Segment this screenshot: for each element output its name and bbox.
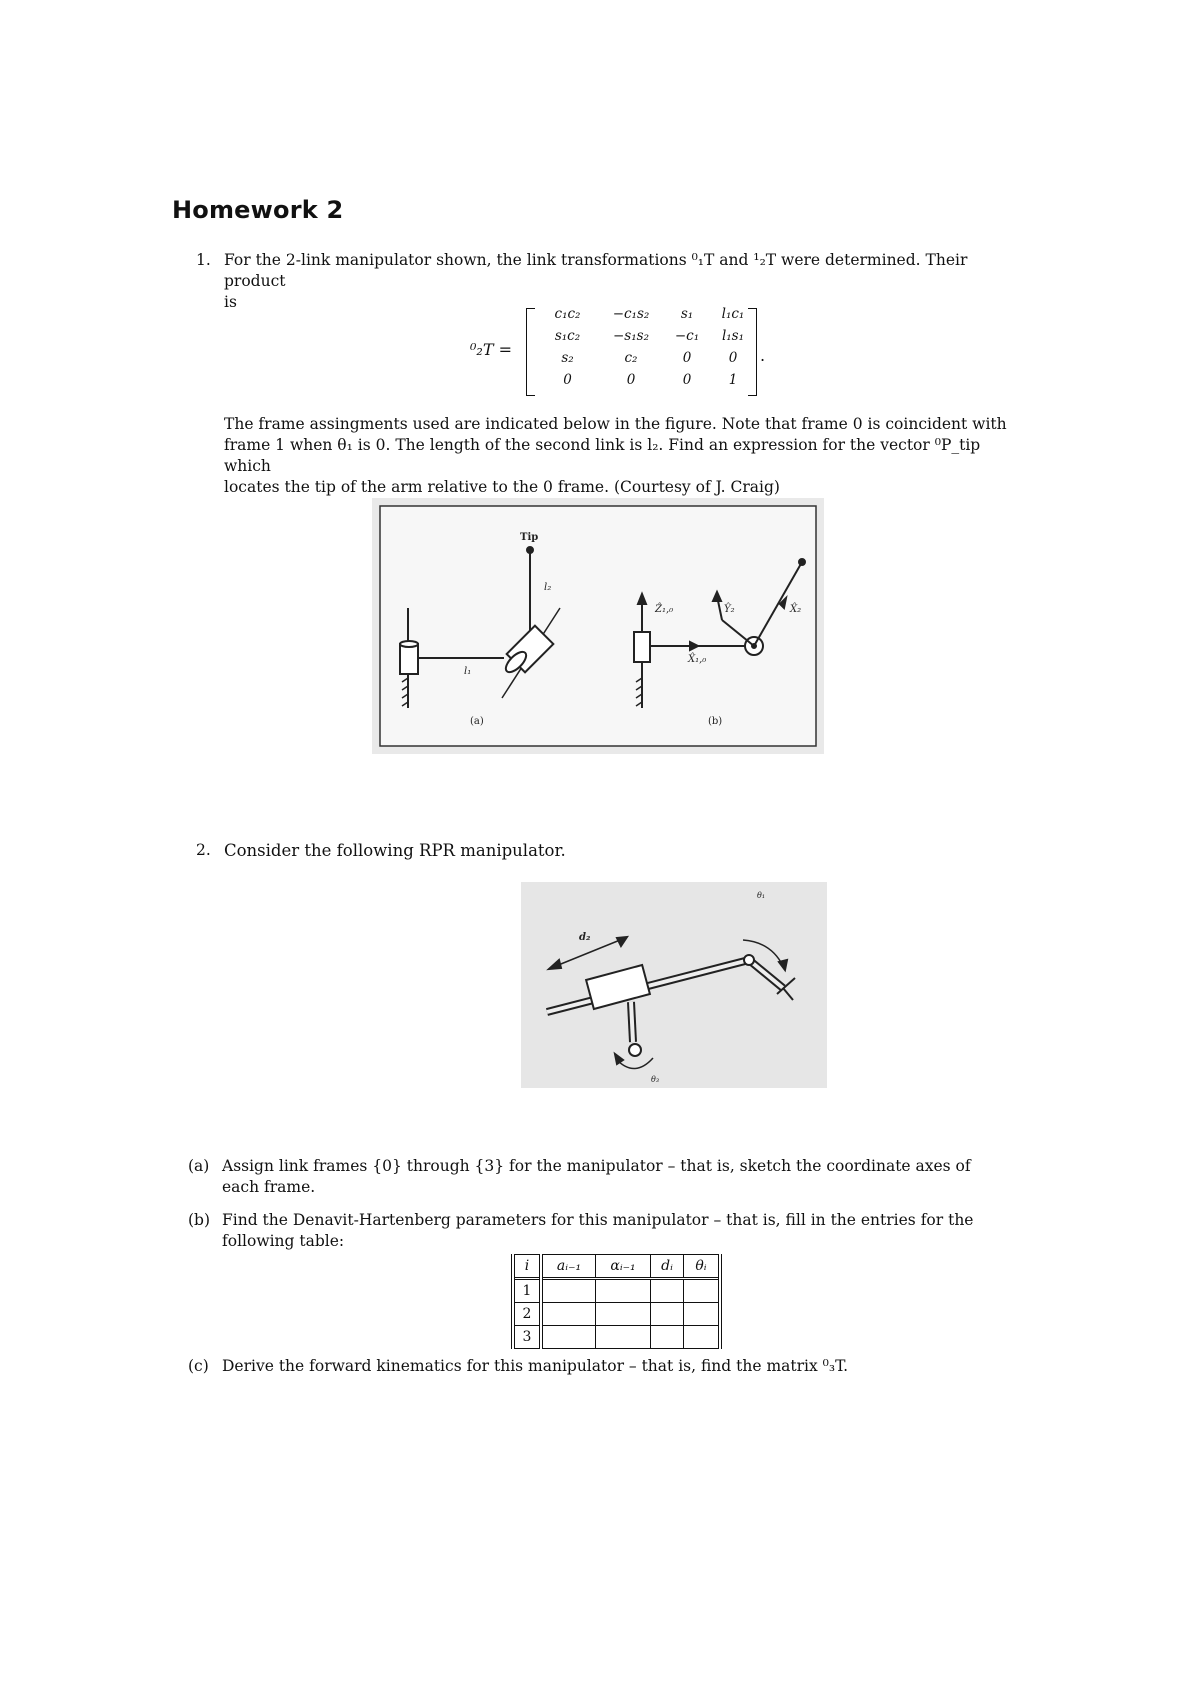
- x2-label: X̂₂: [790, 604, 802, 615]
- row-index: 3: [513, 1326, 541, 1349]
- table-row: [513, 1303, 720, 1326]
- row-index: 1: [513, 1279, 541, 1303]
- table-cell[interactable]: [541, 1326, 596, 1349]
- header-alpha: αᵢ₋₁: [596, 1255, 651, 1279]
- part-a-line-1: Assign link frames {0} through {3} for the manipulator – that is, sketch the coordinate axes of: [222, 1157, 971, 1175]
- l2-label: l₂: [544, 582, 552, 593]
- figure-frame: [380, 506, 816, 746]
- matrix-left-bracket: [526, 308, 535, 396]
- matrix-cell: −s₁s₂: [613, 328, 649, 344]
- dh-parameter-table: [511, 1254, 722, 1349]
- matrix-right-bracket: [748, 308, 757, 396]
- matrix-cell: 0: [728, 350, 738, 366]
- part-a-label: (a): [188, 1157, 210, 1175]
- matrix-cell: 0: [626, 372, 636, 388]
- table-cell[interactable]: [684, 1303, 721, 1326]
- page-title: Homework 2: [172, 196, 344, 224]
- panel-b-label: (b): [708, 716, 723, 727]
- question-1-intro-line-2: is: [224, 293, 237, 311]
- theta3-label: θ₃: [651, 1075, 660, 1084]
- question-2-intro: Consider the following RPR manipulator.: [224, 841, 566, 860]
- part-b-line-2: following table:: [222, 1232, 345, 1250]
- header-d: dᵢ: [651, 1255, 684, 1279]
- row-index: 2: [513, 1303, 541, 1326]
- l1-label: l₁: [464, 666, 472, 677]
- z10-label: Ẑ₁,₀: [655, 604, 674, 615]
- matrix-cell: c₁c₂: [554, 306, 581, 322]
- matrix-cell: l₁c₁: [721, 306, 745, 322]
- table-cell[interactable]: [684, 1326, 721, 1349]
- table-cell[interactable]: [651, 1279, 684, 1303]
- header-theta: θᵢ: [684, 1255, 721, 1279]
- question-1-intro-line-1: For the 2-link manipulator shown, the link transformations ⁰₁T and ¹₂T were determined. Their product: [224, 251, 968, 290]
- tip-label: Tip: [520, 532, 539, 543]
- matrix-period: .: [760, 346, 766, 365]
- header-a: aᵢ₋₁: [541, 1255, 596, 1279]
- matrix-cell: s₁c₂: [554, 328, 581, 344]
- table-cell[interactable]: [596, 1303, 651, 1326]
- part-c-label: (c): [188, 1357, 209, 1375]
- part-c-text: Derive the forward kinematics for this manipulator – that is, find the matrix ⁰₃T.: [222, 1357, 849, 1375]
- two-link-manipulator-figure: [372, 498, 824, 754]
- part-a-text: [222, 1156, 1032, 1198]
- table-row: [513, 1326, 720, 1349]
- matrix-grid: [540, 306, 759, 394]
- question-1-body: [224, 414, 1024, 498]
- table-cell[interactable]: [651, 1303, 684, 1326]
- matrix-cell: s₂: [561, 350, 574, 366]
- matrix-cell: l₁s₁: [721, 328, 745, 344]
- part-b-line-1: Find the Denavit-Hartenberg parameters for this manipulator – that is, fill in the entries for the: [222, 1211, 974, 1229]
- panel-a-label: (a): [470, 716, 484, 727]
- part-b-text: [222, 1210, 1032, 1252]
- d2-label: d₂: [579, 932, 591, 943]
- y2-label: Ŷ₂: [724, 604, 735, 615]
- table-cell[interactable]: [541, 1303, 596, 1326]
- question-1-body-line-2: frame 1 when θ₁ is 0. The length of the second link is l₂. Find an expression for the vector ⁰P_tip which: [224, 436, 981, 475]
- question-1-body-line-3: locates the tip of the arm relative to the 0 frame. (Courtesy of J. Craig): [224, 478, 780, 496]
- table-cell[interactable]: [541, 1279, 596, 1303]
- matrix-cell: −c₁s₂: [612, 306, 650, 322]
- part-a-line-2: each frame.: [222, 1178, 316, 1196]
- matrix-cell: 0: [563, 372, 572, 388]
- question-2-number: 2.: [196, 841, 211, 859]
- x10-label: X̂₁,₀: [688, 654, 707, 665]
- table-cell[interactable]: [651, 1326, 684, 1349]
- table-header-row: [513, 1255, 720, 1279]
- rpr-manipulator-figure: [521, 882, 827, 1088]
- matrix-cell: c₂: [624, 350, 638, 366]
- table-cell[interactable]: [596, 1279, 651, 1303]
- matrix-cell: 0: [682, 350, 692, 366]
- part-b-label: (b): [188, 1211, 211, 1229]
- table-row: [513, 1279, 720, 1303]
- matrix-cell: 1: [728, 372, 738, 388]
- matrix-cell: 0: [682, 372, 692, 388]
- matrix-cell: s₁: [680, 306, 694, 322]
- table-cell[interactable]: [596, 1326, 651, 1349]
- header-i: i: [513, 1255, 541, 1279]
- table-cell[interactable]: [684, 1279, 721, 1303]
- theta1-label: θ₁: [757, 891, 766, 900]
- question-1-body-line-1: The frame assingments used are indicated below in the figure. Note that frame 0 is coincident with: [224, 415, 1007, 433]
- matrix-cell: −c₁: [674, 328, 700, 344]
- matrix-label: ⁰₂T =: [470, 340, 512, 359]
- question-1-number: 1.: [196, 251, 211, 269]
- transform-matrix: [470, 304, 770, 394]
